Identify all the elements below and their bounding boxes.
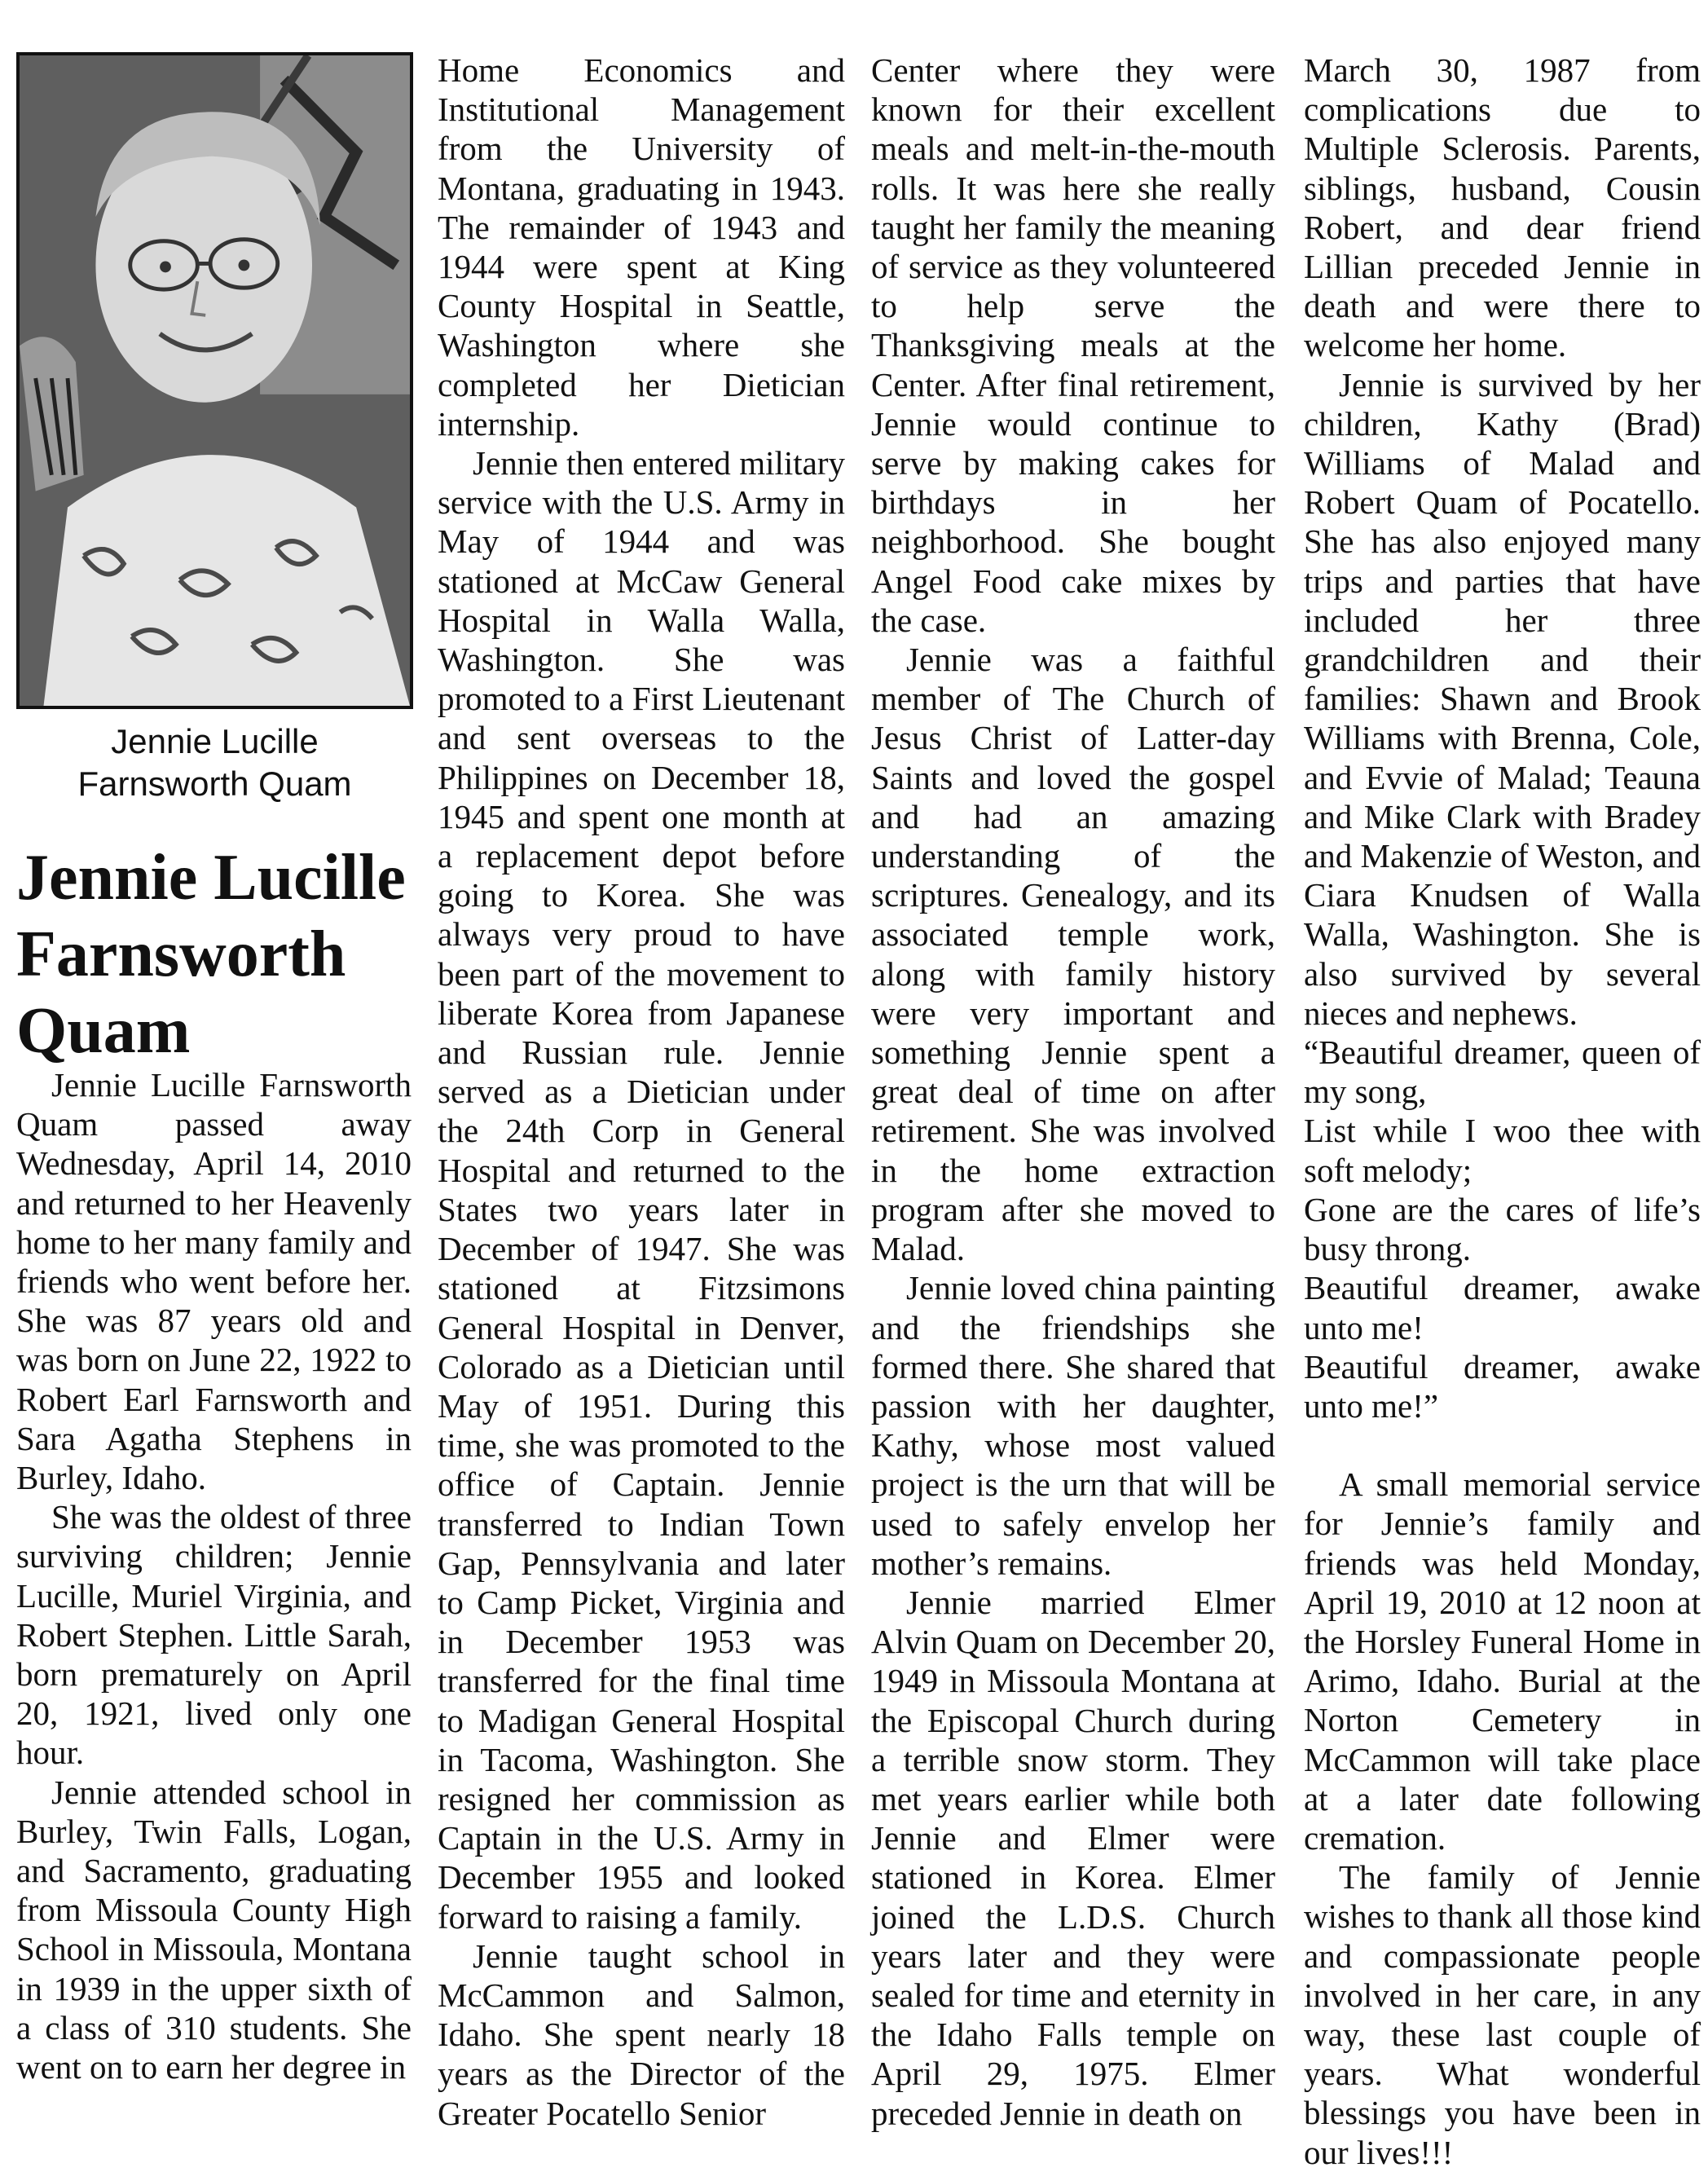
paragraph: The family of Jennie wishes to thank all those kind and compassionate people involved in her care, in any way, these last couple of years. What wonderful blessings you have been in our lives!!! [1304, 1858, 1701, 2171]
paragraph: Center where they were known for their excellent meals and melt-in-the-mouth rolls. It was here she really taught her family the meaning of service as they volunteered to help serve the Thanksgiving meals at the Center. After final retirement, Jennie would continue to serve by making cakes for birthdays in her neighborhood. She bought Angel Food cake mixes by the case. [871, 51, 1275, 639]
portrait-photo [16, 52, 413, 709]
paragraph: Jennie married Elmer Alvin Quam on December 20, 1949 in Missoula Montana at the Episcopal Church during a terrible snow storm. They met years earlier while both Jennie and Elmer were stationed in Korea. Elmer joined the L.D.S. Church years later and they were sealed for time and eternity in the Idaho Falls temple on April 29, 1975. Elmer preceded Jennie in death on [871, 1583, 1275, 2132]
paragraph: A small memorial service for Jennie’s family and friends was held Monday, April 19, 2010 at 12 noon at the Horsley Funeral Home in Arimo, Idaho. Burial at the Norton Cemetery in McCammon will take place at a later date following cremation. [1304, 1465, 1701, 1857]
paragraph: Jennie taught school in McCammon and Salmon, Idaho. She spent nearly 18 years as the Director of the Greater Pocatello Senior [438, 1936, 845, 2132]
paragraph: Jennie then entered military service with the U.S. Army in May of 1944 and was stationed at McCaw General Hospital in Walla Walla, Washington. She was promoted to a First Lieutenant and sent overseas to the Philippines on December 18, 1945 and spent one month at a replacement depot before going to Korea. She was always very proud to have been part of the movement to liberate Korea from Japanese and Russian rule. Jennie served as a Dietician under the 24th Corp in General Hospital and returned to the States two years later in December of 1947. She was stationed at Fitzsimons General Hospital in Denver, Colorado as a Dietician until May of 1951. During this time, she was promoted to the office of Captain. Jennie transferred to Indian Town Gap, Pennsylvania and later to Camp Picket, Virginia and in December 1953 was transferred for the final time to Madigan General Hospital in Tacoma, Washington. She resigned her commission as Captain in the U.S. Army in December 1955 and looked forward to raising a family. [438, 444, 845, 1936]
paragraph: Home Economics and Institutional Management from the University of Montana, graduating in 1943. The remainder of 1943 and 1944 were spent at King County Hospital in Seattle, Washington where she completed her Dietician internship. [438, 51, 845, 443]
poem-line: Beautiful dreamer, awake unto me!” [1304, 1347, 1701, 1425]
poem-line: List while I woo thee with soft melody; [1304, 1112, 1701, 1189]
poem-verse [1304, 1033, 1701, 1425]
obituary-headline [16, 839, 424, 1069]
paragraph: She was the oldest of three surviving children; Jennie Lucille, Muriel Virginia, and Robert Stephen. Little Sarah, born prematurely on April 20, 1921, lived only one hour. [16, 1498, 412, 1772]
poem-line: Beautiful dreamer, awake unto me! [1304, 1269, 1701, 1346]
poem-line: Gone are the cares of life’s busy throng. [1304, 1190, 1701, 1268]
column-3 [871, 51, 1275, 2133]
caption-line-2: Farnsworth Quam [77, 764, 352, 803]
paragraph: Jennie loved china painting and the friendships she formed there. She shared that passion with her daughter, Kathy, whose most valued project is the urn that will be used to safely envelop her mother’s remains. [871, 1269, 1275, 1582]
spacer [1304, 1425, 1701, 1465]
headline-line-1: Jennie Lucille [16, 842, 406, 914]
headline-line-3: Quam [16, 995, 191, 1067]
poem-line: “Beautiful dreamer, queen of my song, [1304, 1033, 1701, 1111]
paragraph: March 30, 1987 from complications due to Multiple Sclerosis. Parents, siblings, husband, Cousin Robert, and dear friend Lillian preceded Jennie in death and were there to welcome her home. [1304, 51, 1701, 364]
paragraph: Jennie is survived by her children, Kathy (Brad) Williams of Malad and Robert Quam of Pocatello. She has also enjoyed many trips and parties that have included her three grandchildren and their families: Shawn and Brook Williams with Brenna, Cole, and Evvie of Malad; Teauna and Mike Clark with Bradey and Makenzie of Weston, and Ciara Knudsen of Walla Walla, Washington. She is also survived by several nieces and nephews. [1304, 365, 1701, 1032]
column-1 [16, 1065, 412, 2086]
paragraph: Jennie was a faithful member of The Church of Jesus Christ of Latter-day Saints and loved the gospel and had an amazing understanding of the scriptures. Genealogy, and its associated temple work, along with family history were very important and something Jennie spent a great deal of time on after retirement. She was involved in the home extraction program after she moved to Malad. [871, 641, 1275, 1268]
paragraph: Jennie attended school in Burley, Twin Falls, Logan, and Sacramento, graduating from Missoula County High School in Missoula, Montana in 1939 in the upper sixth of a class of 310 students. She went on to earn her degree in [16, 1773, 412, 2086]
paragraph: Jennie Lucille Farnsworth Quam passed away Wednesday, April 14, 2010 and returned to her Heavenly home to her many family and friends who went before her. She was 87 years old and was born on June 22, 1922 to Robert Earl Farnsworth and Sara Agatha Stephens in Burley, Idaho. [16, 1066, 412, 1497]
caption-line-1: Jennie Lucille [111, 722, 319, 760]
headline-line-2: Farnsworth [16, 919, 346, 990]
portrait-image [20, 55, 410, 706]
photo-caption [16, 720, 413, 805]
column-2 [438, 51, 845, 2133]
column-4 [1304, 51, 1701, 2172]
